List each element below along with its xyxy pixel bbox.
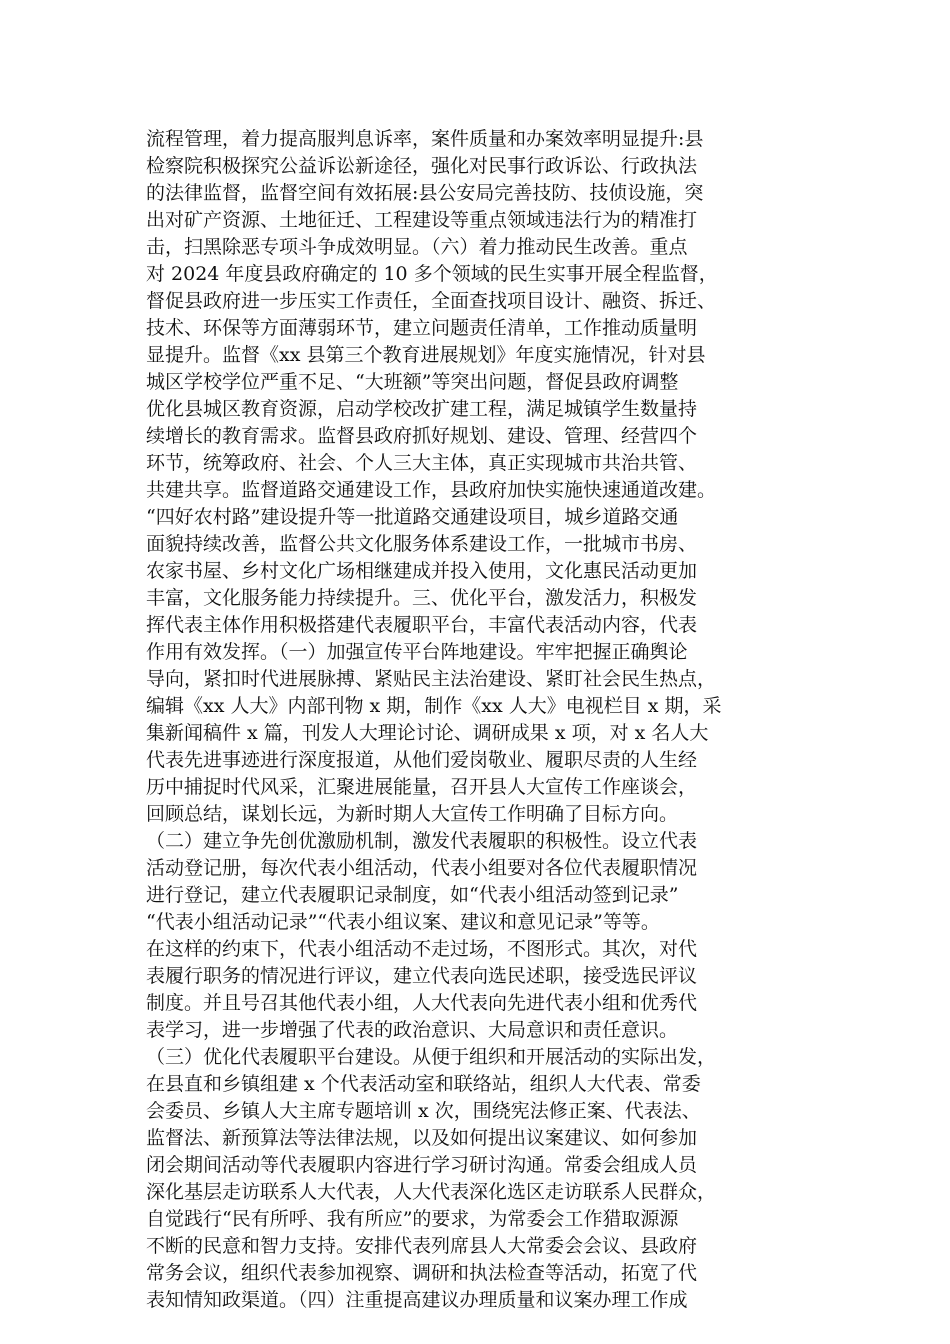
text-line: 环节，统筹政府、社会、个人三大主体，真正实现城市共治共管、 [146, 452, 698, 474]
text-line: 的法律监督，监督空间有效拓展:县公安局完善技防、技侦设施，突 [146, 182, 704, 204]
text-line: （二）建立争先创优激励机制，激发代表履职的积极性。设立代表 [146, 830, 698, 852]
text-line: 技术、环保等方面薄弱环节，建立问题责任清单，工作推动质量明 [146, 317, 698, 339]
text-line: 农家书屋、乡村文化广场相继建成并投入使用，文化惠民活动更加 [146, 560, 698, 582]
text-line: 丰富，文化服务能力持续提升。三、优化平台，激发活力，积极发 [146, 587, 698, 609]
text-line: 表学习，进一步增强了代表的政治意识、大局意识和责任意识。 [146, 1019, 679, 1041]
text-line: 共建共享。监督道路交通建设工作，县政府加快实施快速通道改建。 [146, 479, 717, 501]
text-line: 不断的民意和智力支持。安排代表列席县人大常委会会议、县政府 [146, 1235, 698, 1257]
text-line: 对 2024 年度县政府确定的 10 多个领域的民生实事开展全程监督， [146, 263, 718, 285]
text-line: 自觉践行“民有所呼、我有所应”的要求，为常委会工作猎取源源 [146, 1208, 679, 1230]
body-text [146, 126, 826, 1314]
text-line: 表履行职务的情况进行评议，建立代表向选民述职，接受选民评议 [146, 965, 698, 987]
text-line: 常务会议，组织代表参加视察、调研和执法检查等活动，拓宽了代 [146, 1262, 698, 1284]
text-line: 进行登记，建立代表履职记录制度，如“代表小组活动签到记录” [146, 884, 679, 906]
text-line: 作用有效发挥。（一）加强宣传平台阵地建设。牢牢把握正确舆论 [146, 641, 688, 663]
text-line: （三）优化代表履职平台建设。从便于组织和开展活动的实际出发， [146, 1046, 717, 1068]
text-line: 表知情知政渠道。（四）注重提高建议办理质量和议案办理工作成 [146, 1289, 688, 1311]
text-line: 检察院积极探究公益诉讼新途径，强化对民事行政诉讼、行政执法 [146, 155, 698, 177]
text-line: 在县直和乡镇组建 x 个代表活动室和联络站，组织人大代表、常委 [146, 1073, 701, 1095]
text-line: 续增长的教育需求。监督县政府抓好规划、建设、管理、经营四个 [146, 425, 698, 447]
text-line: 编辑《xx 人大》内部刊物 x 期，制作《xx 人大》电视栏目 x 期，采 [146, 695, 722, 717]
text-line: 面貌持续改善，监督公共文化服务体系建设工作，一批城市书房、 [146, 533, 698, 555]
text-line: “代表小组活动记录”“代表小组议案、建议和意见记录”等等。 [146, 911, 660, 933]
text-line: 城区学校学位严重不足、“大班额”等突出问题，督促县政府调整 [146, 371, 679, 393]
text-line: 出对矿产资源、土地征迁、工程建设等重点领域违法行为的精准打 [146, 209, 698, 231]
text-line: 代表先进事迹进行深度报道，从他们爱岗敬业、履职尽责的人生经 [146, 749, 698, 771]
text-line: 回顾总结，谋划长远，为新时期人大宣传工作明确了目标方向。 [146, 803, 679, 825]
text-line: 挥代表主体作用积极搭建代表履职平台，丰富代表活动内容，代表 [146, 614, 698, 636]
text-line: 闭会期间活动等代表履职内容进行学习研讨沟通。常委会组成人员 [146, 1154, 698, 1176]
text-line: 督促县政府进一步压实工作责任，全面查找项目设计、融资、拆迁、 [146, 290, 717, 312]
text-line: 活动登记册，每次代表小组活动，代表小组要对各位代表履职情况 [146, 857, 698, 879]
text-line: 显提升。监督《xx 县第三个教育进展规划》年度实施情况，针对县 [146, 344, 706, 366]
text-line: “四好农村路”建设提升等一批道路交通建设项目，城乡道路交通 [146, 506, 679, 528]
text-line: 导向，紧扣时代进展脉搏、紧贴民主法治建设、紧盯社会民生热点， [146, 668, 717, 690]
text-line: 深化基层走访联系人大代表，人大代表深化选区走访联系人民群众， [146, 1181, 717, 1203]
text-line: 集新闻稿件 x 篇，刊发人大理论讨论、调研成果 x 项，对 x 名人大 [146, 722, 709, 744]
text-line: 监督法、新预算法等法律法规，以及如何提出议案建议、如何参加 [146, 1127, 698, 1149]
text-line: 击，扫黑除恶专项斗争成效明显。（六）着力推动民生改善。重点 [146, 236, 688, 258]
text-line: 制度。并且号召其他代表小组，人大代表向先进代表小组和优秀代 [146, 992, 698, 1014]
text-line: 历中捕捉时代风采，汇聚进展能量，召开县人大宣传工作座谈会， [146, 776, 698, 798]
text-line: 流程管理，着力提高服判息诉率，案件质量和办案效率明显提升:县 [146, 128, 704, 150]
text-line: 在这样的约束下，代表小组活动不走过场，不图形式。其次，对代 [146, 938, 698, 960]
text-line: 优化县城区教育资源，启动学校改扩建工程，满足城镇学生数量持 [146, 398, 698, 420]
text-line: 会委员、乡镇人大主席专题培训 x 次，围绕宪法修正案、代表法、 [146, 1100, 701, 1122]
